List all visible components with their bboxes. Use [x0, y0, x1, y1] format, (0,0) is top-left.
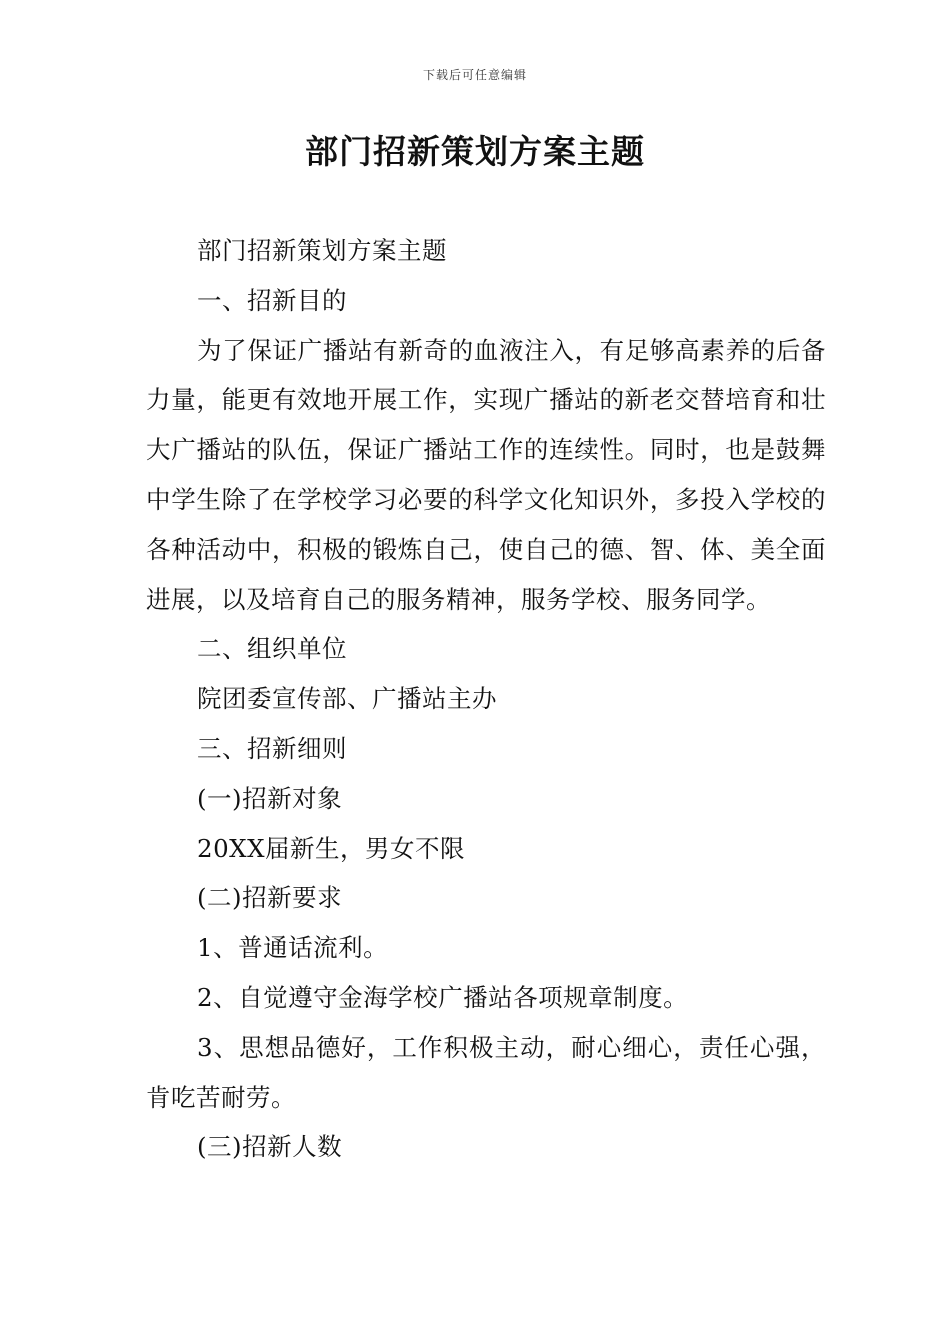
- paragraph: 为了保证广播站有新奇的血液注入，有足够高素养的后备力量，能更有效地开展工作，实现广播站的新老交替培育和壮大广播站的队伍，保证广播站工作的连续性。同时，也是鼓舞中学生除了在学校学习必要的科学文化知识外，多投入学校的各种活动中，积极的锻炼自己，使自己的德、智、体、美全面进展，以及培育自己的服务精神，服务学校、服务同学。: [146, 335, 826, 614]
- list-item: 1、普通话流利。: [197, 933, 389, 963]
- document-body: [146, 226, 826, 1172]
- section-heading: 三、招新细则: [197, 733, 347, 763]
- list-item: 3、思想品德好，工作积极主动，耐心细心，责任心强，肯吃苦耐劳。: [146, 1032, 826, 1112]
- section-heading: 一、招新目的: [197, 285, 347, 315]
- paragraph: 院团委宣传部、广播站主办: [197, 684, 497, 714]
- document-title: 部门招新策划方案主题: [305, 132, 645, 171]
- subsection-heading: (一)招新对象: [197, 783, 343, 813]
- paragraph: 部门招新策划方案主题: [197, 236, 447, 265]
- paragraph: 20XX届新生，男女不限: [197, 833, 466, 863]
- subsection-heading: (二)招新要求: [197, 883, 343, 913]
- section-heading: 二、组织单位: [197, 634, 347, 664]
- subsection-heading: (三)招新人数: [197, 1132, 343, 1162]
- list-item: 2、自觉遵守金海学校广播站各项规章制度。: [197, 982, 689, 1012]
- header-note: 下载后可任意编辑: [422, 68, 527, 82]
